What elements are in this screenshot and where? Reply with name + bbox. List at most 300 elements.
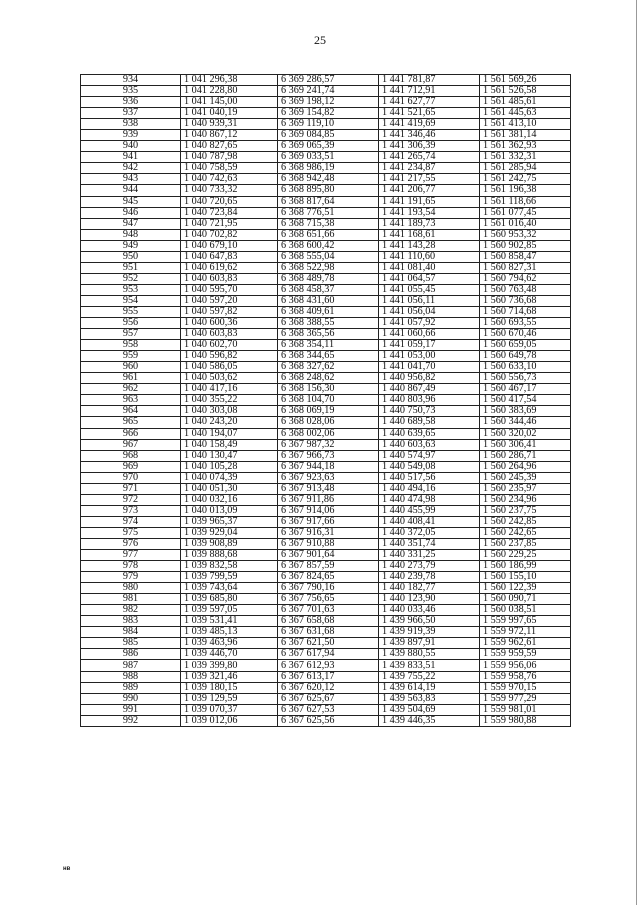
coord-x2-cell: 1 440 549,08: [379, 461, 480, 472]
coord-y2-cell: 1 560 633,10: [480, 362, 571, 373]
coord-x2-cell: 1 440 689,58: [379, 417, 480, 428]
coord-y2-cell: 1 560 693,55: [480, 318, 571, 329]
coord-y2-cell: 1 560 245,39: [480, 472, 571, 483]
coord-y2-cell: 1 561 118,66: [480, 196, 571, 207]
point-number-cell: 942: [81, 163, 181, 174]
coord-x1-cell: 1 039 446,70: [181, 649, 278, 660]
coord-y2-cell: 1 561 242,75: [480, 174, 571, 185]
coord-y2-cell: 1 560 670,46: [480, 329, 571, 340]
coord-y2-cell: 1 560 306,41: [480, 439, 571, 450]
coord-x1-cell: 1 039 832,58: [181, 561, 278, 572]
point-number-cell: 962: [81, 384, 181, 395]
table-row: [81, 605, 571, 616]
coord-y1-cell: 6 368 327,62: [278, 362, 379, 373]
coord-x1-cell: 1 039 129,59: [181, 693, 278, 704]
coord-x1-cell: 1 041 040,19: [181, 108, 278, 119]
table-row: [81, 185, 571, 196]
table-row: [81, 638, 571, 649]
coord-y2-cell: 1 561 381,14: [480, 130, 571, 141]
coord-y2-cell: 1 561 016,40: [480, 218, 571, 229]
table-row: [81, 439, 571, 450]
coord-x1-cell: 1 039 908,89: [181, 538, 278, 549]
point-number-cell: 976: [81, 538, 181, 549]
coord-x2-cell: 1 439 880,55: [379, 649, 480, 660]
table-row: [81, 329, 571, 340]
table-row: [81, 428, 571, 439]
coord-y2-cell: 1 560 714,68: [480, 306, 571, 317]
coord-x2-cell: 1 441 234,87: [379, 163, 480, 174]
coord-x1-cell: 1 040 158,49: [181, 439, 278, 450]
coord-y1-cell: 6 367 658,68: [278, 616, 379, 627]
coord-x2-cell: 1 441 060,66: [379, 329, 480, 340]
point-number-cell: 944: [81, 185, 181, 196]
point-number-cell: 950: [81, 251, 181, 262]
coord-y1-cell: 6 368 986,19: [278, 163, 379, 174]
point-number-cell: 957: [81, 329, 181, 340]
coord-y2-cell: 1 561 332,31: [480, 152, 571, 163]
coord-y1-cell: 6 367 631,68: [278, 627, 379, 638]
point-number-cell: 935: [81, 86, 181, 97]
point-number-cell: 960: [81, 362, 181, 373]
table-row: [81, 273, 571, 284]
page-edge-line: [636, 0, 637, 905]
table-row: [81, 450, 571, 461]
table-row: [81, 373, 571, 384]
point-number-cell: 967: [81, 439, 181, 450]
table-row: [81, 483, 571, 494]
coord-x1-cell: 1 040 619,62: [181, 262, 278, 273]
table-row: [81, 152, 571, 163]
coord-x2-cell: 1 441 265,74: [379, 152, 480, 163]
coord-x2-cell: 1 439 833,51: [379, 660, 480, 671]
coord-y1-cell: 6 368 069,19: [278, 406, 379, 417]
coordinates-table: [80, 74, 571, 727]
coord-x2-cell: 1 440 372,05: [379, 527, 480, 538]
coord-x2-cell: 1 441 206,77: [379, 185, 480, 196]
point-number-cell: 965: [81, 417, 181, 428]
table-row: [81, 494, 571, 505]
coord-x1-cell: 1 039 180,15: [181, 682, 278, 693]
coord-y1-cell: 6 367 701,63: [278, 605, 379, 616]
coord-x1-cell: 1 040 603,83: [181, 329, 278, 340]
point-number-cell: 982: [81, 605, 181, 616]
coord-x1-cell: 1 040 243,20: [181, 417, 278, 428]
coord-x1-cell: 1 040 355,22: [181, 395, 278, 406]
point-number-cell: 973: [81, 505, 181, 516]
coord-y1-cell: 6 368 817,64: [278, 196, 379, 207]
coord-x2-cell: 1 441 056,04: [379, 306, 480, 317]
coord-x1-cell: 1 040 130,47: [181, 450, 278, 461]
coord-x2-cell: 1 441 081,40: [379, 262, 480, 273]
point-number-cell: 946: [81, 207, 181, 218]
coord-y1-cell: 6 369 241,74: [278, 86, 379, 97]
table-row: [81, 693, 571, 704]
point-number-cell: 937: [81, 108, 181, 119]
coord-y2-cell: 1 560 264,96: [480, 461, 571, 472]
coord-y1-cell: 6 369 033,51: [278, 152, 379, 163]
coord-x1-cell: 1 040 867,12: [181, 130, 278, 141]
point-number-cell: 983: [81, 616, 181, 627]
table-row: [81, 649, 571, 660]
coord-y1-cell: 6 368 942,48: [278, 174, 379, 185]
coord-y2-cell: 1 560 237,85: [480, 538, 571, 549]
point-number-cell: 940: [81, 141, 181, 152]
coord-x2-cell: 1 441 627,77: [379, 97, 480, 108]
coord-y1-cell: 6 369 084,85: [278, 130, 379, 141]
coord-x1-cell: 1 040 595,70: [181, 284, 278, 295]
point-number-cell: 991: [81, 704, 181, 715]
point-number-cell: 970: [81, 472, 181, 483]
table-row: [81, 119, 571, 130]
table-row: [81, 516, 571, 527]
coord-x2-cell: 1 441 521,65: [379, 108, 480, 119]
point-number-cell: 947: [81, 218, 181, 229]
coord-y1-cell: 6 368 458,37: [278, 284, 379, 295]
point-number-cell: 986: [81, 649, 181, 660]
table-row: [81, 351, 571, 362]
table-row: [81, 527, 571, 538]
coord-x1-cell: 1 040 787,98: [181, 152, 278, 163]
point-number-cell: 956: [81, 318, 181, 329]
coord-y1-cell: 6 367 923,63: [278, 472, 379, 483]
coord-y2-cell: 1 560 763,48: [480, 284, 571, 295]
point-number-cell: 977: [81, 550, 181, 561]
coord-y1-cell: 6 367 944,18: [278, 461, 379, 472]
point-number-cell: 952: [81, 273, 181, 284]
table-row: [81, 660, 571, 671]
table-row: [81, 704, 571, 715]
point-number-cell: 958: [81, 340, 181, 351]
table-row: [81, 561, 571, 572]
coord-y2-cell: 1 559 997,65: [480, 616, 571, 627]
coord-x1-cell: 1 040 647,83: [181, 251, 278, 262]
coord-x1-cell: 1 040 600,36: [181, 318, 278, 329]
coord-y1-cell: 6 368 248,62: [278, 373, 379, 384]
table-row: [81, 682, 571, 693]
coord-y2-cell: 1 560 953,32: [480, 229, 571, 240]
coord-y2-cell: 1 560 090,71: [480, 594, 571, 605]
coord-y2-cell: 1 560 229,25: [480, 550, 571, 561]
coord-y1-cell: 6 367 913,48: [278, 483, 379, 494]
coord-x2-cell: 1 441 306,39: [379, 141, 480, 152]
point-number-cell: 981: [81, 594, 181, 605]
coord-x2-cell: 1 440 123,90: [379, 594, 480, 605]
table-row: [81, 262, 571, 273]
coord-y1-cell: 6 368 365,56: [278, 329, 379, 340]
coord-x2-cell: 1 439 563,83: [379, 693, 480, 704]
coord-x1-cell: 1 039 531,41: [181, 616, 278, 627]
coord-x1-cell: 1 040 105,28: [181, 461, 278, 472]
table-row: [81, 306, 571, 317]
coord-y1-cell: 6 369 154,82: [278, 108, 379, 119]
coord-x2-cell: 1 441 193,54: [379, 207, 480, 218]
coord-x2-cell: 1 439 897,91: [379, 638, 480, 649]
point-number-cell: 990: [81, 693, 181, 704]
coord-x2-cell: 1 440 494,16: [379, 483, 480, 494]
coord-x2-cell: 1 440 273,79: [379, 561, 480, 572]
coord-x1-cell: 1 041 228,80: [181, 86, 278, 97]
point-number-cell: 980: [81, 583, 181, 594]
table-row: [81, 163, 571, 174]
coord-x2-cell: 1 439 919,39: [379, 627, 480, 638]
coord-y1-cell: 6 367 627,53: [278, 704, 379, 715]
point-number-cell: 969: [81, 461, 181, 472]
coord-x1-cell: 1 040 013,09: [181, 505, 278, 516]
coord-x1-cell: 1 040 586,05: [181, 362, 278, 373]
coord-y1-cell: 6 368 002,06: [278, 428, 379, 439]
coord-x1-cell: 1 039 485,13: [181, 627, 278, 638]
coord-y2-cell: 1 559 980,88: [480, 715, 571, 726]
coord-x2-cell: 1 441 059,17: [379, 340, 480, 351]
coord-x2-cell: 1 440 639,65: [379, 428, 480, 439]
coord-x1-cell: 1 040 723,84: [181, 207, 278, 218]
coord-x2-cell: 1 441 189,73: [379, 218, 480, 229]
coord-y2-cell: 1 560 038,51: [480, 605, 571, 616]
point-number-cell: 955: [81, 306, 181, 317]
coord-y2-cell: 1 560 242,65: [480, 527, 571, 538]
coord-x1-cell: 1 041 145,00: [181, 97, 278, 108]
coord-x1-cell: 1 040 720,65: [181, 196, 278, 207]
coord-y1-cell: 6 368 555,04: [278, 251, 379, 262]
coord-y1-cell: 6 368 104,70: [278, 395, 379, 406]
coord-y1-cell: 6 368 354,11: [278, 340, 379, 351]
coord-x1-cell: 1 040 721,95: [181, 218, 278, 229]
table-row: [81, 240, 571, 251]
table-row: [81, 671, 571, 682]
table-row: [81, 384, 571, 395]
coord-x1-cell: 1 039 799,59: [181, 572, 278, 583]
coordinates-table-body: [81, 75, 571, 727]
coord-x2-cell: 1 441 346,46: [379, 130, 480, 141]
coord-y1-cell: 6 367 756,65: [278, 594, 379, 605]
table-row: [81, 461, 571, 472]
point-number-cell: 961: [81, 373, 181, 384]
coord-y1-cell: 6 367 617,94: [278, 649, 379, 660]
coord-x1-cell: 1 040 032,16: [181, 494, 278, 505]
coord-x2-cell: 1 441 055,45: [379, 284, 480, 295]
coord-x2-cell: 1 439 966,50: [379, 616, 480, 627]
point-number-cell: 975: [81, 527, 181, 538]
point-number-cell: 992: [81, 715, 181, 726]
coord-y2-cell: 1 559 959,59: [480, 649, 571, 660]
point-number-cell: 954: [81, 295, 181, 306]
coord-y2-cell: 1 560 467,17: [480, 384, 571, 395]
coord-y2-cell: 1 561 285,94: [480, 163, 571, 174]
table-row: [81, 130, 571, 141]
coord-y1-cell: 6 369 198,12: [278, 97, 379, 108]
coord-y1-cell: 6 369 065,39: [278, 141, 379, 152]
table-row: [81, 174, 571, 185]
coord-x2-cell: 1 441 064,57: [379, 273, 480, 284]
coord-x1-cell: 1 039 685,80: [181, 594, 278, 605]
point-number-cell: 959: [81, 351, 181, 362]
point-number-cell: 978: [81, 561, 181, 572]
point-number-cell: 988: [81, 671, 181, 682]
coord-y2-cell: 1 560 155,10: [480, 572, 571, 583]
coord-y1-cell: 6 368 489,78: [278, 273, 379, 284]
coord-x1-cell: 1 039 888,68: [181, 550, 278, 561]
coord-y2-cell: 1 560 242,85: [480, 516, 571, 527]
coord-y1-cell: 6 367 901,64: [278, 550, 379, 561]
coord-y1-cell: 6 368 409,61: [278, 306, 379, 317]
coord-x1-cell: 1 040 597,82: [181, 306, 278, 317]
coord-x1-cell: 1 040 074,39: [181, 472, 278, 483]
coord-y1-cell: 6 368 522,98: [278, 262, 379, 273]
coord-x1-cell: 1 040 758,59: [181, 163, 278, 174]
coord-y1-cell: 6 367 612,93: [278, 660, 379, 671]
coord-x1-cell: 1 040 303,08: [181, 406, 278, 417]
coord-y1-cell: 6 367 625,56: [278, 715, 379, 726]
coord-y1-cell: 6 368 344,65: [278, 351, 379, 362]
table-row: [81, 594, 571, 605]
coord-y2-cell: 1 560 286,71: [480, 450, 571, 461]
coord-y1-cell: 6 367 914,06: [278, 505, 379, 516]
coord-x2-cell: 1 440 750,73: [379, 406, 480, 417]
point-number-cell: 987: [81, 660, 181, 671]
coord-y2-cell: 1 561 526,58: [480, 86, 571, 97]
coord-x1-cell: 1 040 742,63: [181, 174, 278, 185]
point-number-cell: 984: [81, 627, 181, 638]
coord-y2-cell: 1 561 196,38: [480, 185, 571, 196]
coord-x2-cell: 1 441 781,87: [379, 75, 480, 86]
coord-x1-cell: 1 040 596,82: [181, 351, 278, 362]
table-row: [81, 251, 571, 262]
coord-y1-cell: 6 368 776,51: [278, 207, 379, 218]
coord-x2-cell: 1 441 056,11: [379, 295, 480, 306]
coord-x1-cell: 1 039 070,37: [181, 704, 278, 715]
table-row: [81, 284, 571, 295]
point-number-cell: 943: [81, 174, 181, 185]
coord-x2-cell: 1 441 419,69: [379, 119, 480, 130]
table-row: [81, 141, 571, 152]
table-row: [81, 196, 571, 207]
coord-x1-cell: 1 039 463,96: [181, 638, 278, 649]
point-number-cell: 971: [81, 483, 181, 494]
coord-y1-cell: 6 368 895,80: [278, 185, 379, 196]
coord-y2-cell: 1 560 794,62: [480, 273, 571, 284]
coord-x1-cell: 1 040 733,32: [181, 185, 278, 196]
point-number-cell: 949: [81, 240, 181, 251]
table-row: [81, 108, 571, 119]
table-row: [81, 627, 571, 638]
coord-x2-cell: 1 440 351,74: [379, 538, 480, 549]
coord-y2-cell: 1 559 977,29: [480, 693, 571, 704]
point-number-cell: 938: [81, 119, 181, 130]
table-row: [81, 318, 571, 329]
coord-y1-cell: 6 367 621,50: [278, 638, 379, 649]
coord-x2-cell: 1 440 331,25: [379, 550, 480, 561]
coord-y2-cell: 1 560 235,97: [480, 483, 571, 494]
coord-x1-cell: 1 040 602,70: [181, 340, 278, 351]
table-row: [81, 406, 571, 417]
coord-x2-cell: 1 441 191,65: [379, 196, 480, 207]
coord-y1-cell: 6 367 917,66: [278, 516, 379, 527]
point-number-cell: 989: [81, 682, 181, 693]
coord-x1-cell: 1 039 743,64: [181, 583, 278, 594]
coord-y1-cell: 6 368 651,66: [278, 229, 379, 240]
coord-y2-cell: 1 561 413,10: [480, 119, 571, 130]
coord-x2-cell: 1 441 053,00: [379, 351, 480, 362]
coord-x1-cell: 1 040 417,16: [181, 384, 278, 395]
coord-y2-cell: 1 560 649,78: [480, 351, 571, 362]
page-number: 25: [314, 33, 326, 47]
coord-x2-cell: 1 441 168,61: [379, 229, 480, 240]
coord-x2-cell: 1 441 041,70: [379, 362, 480, 373]
coord-y1-cell: 6 367 910,88: [278, 538, 379, 549]
footer-mark: нв: [63, 866, 71, 872]
coord-y1-cell: 6 367 916,31: [278, 527, 379, 538]
point-number-cell: 939: [81, 130, 181, 141]
table-row: [81, 616, 571, 627]
coord-x2-cell: 1 439 755,22: [379, 671, 480, 682]
point-number-cell: 964: [81, 406, 181, 417]
coord-y2-cell: 1 560 902,85: [480, 240, 571, 251]
point-number-cell: 953: [81, 284, 181, 295]
table-row: [81, 75, 571, 86]
coord-x2-cell: 1 441 057,92: [379, 318, 480, 329]
coord-y1-cell: 6 368 715,38: [278, 218, 379, 229]
coord-x1-cell: 1 039 597,05: [181, 605, 278, 616]
coord-y2-cell: 1 560 827,31: [480, 262, 571, 273]
coord-y2-cell: 1 560 237,75: [480, 505, 571, 516]
coord-y2-cell: 1 559 958,76: [480, 671, 571, 682]
coord-x2-cell: 1 439 614,19: [379, 682, 480, 693]
coord-y2-cell: 1 560 556,73: [480, 373, 571, 384]
coord-x2-cell: 1 440 867,49: [379, 384, 480, 395]
table-row: [81, 295, 571, 306]
coord-y1-cell: 6 367 620,12: [278, 682, 379, 693]
coord-x1-cell: 1 040 194,07: [181, 428, 278, 439]
coord-x2-cell: 1 441 143,28: [379, 240, 480, 251]
coord-x2-cell: 1 440 182,77: [379, 583, 480, 594]
table-row: [81, 229, 571, 240]
coord-y2-cell: 1 560 186,99: [480, 561, 571, 572]
table-row: [81, 395, 571, 406]
point-number-cell: 972: [81, 494, 181, 505]
point-number-cell: 974: [81, 516, 181, 527]
coord-y2-cell: 1 559 972,11: [480, 627, 571, 638]
coord-x1-cell: 1 040 702,82: [181, 229, 278, 240]
coord-x2-cell: 1 440 239,78: [379, 572, 480, 583]
table-row: [81, 340, 571, 351]
table-row: [81, 207, 571, 218]
coord-x2-cell: 1 439 504,69: [379, 704, 480, 715]
table-row: [81, 505, 571, 516]
coord-y1-cell: 6 368 431,60: [278, 295, 379, 306]
coord-x1-cell: 1 039 399,80: [181, 660, 278, 671]
coord-y1-cell: 6 367 790,16: [278, 583, 379, 594]
coord-x1-cell: 1 040 603,83: [181, 273, 278, 284]
coord-x2-cell: 1 441 712,91: [379, 86, 480, 97]
coord-x2-cell: 1 441 110,60: [379, 251, 480, 262]
coord-x2-cell: 1 440 455,99: [379, 505, 480, 516]
point-number-cell: 968: [81, 450, 181, 461]
coord-x2-cell: 1 440 956,82: [379, 373, 480, 384]
coord-y2-cell: 1 560 659,05: [480, 340, 571, 351]
point-number-cell: 979: [81, 572, 181, 583]
table-row: [81, 572, 571, 583]
coord-x2-cell: 1 440 574,97: [379, 450, 480, 461]
coord-y2-cell: 1 561 569,26: [480, 75, 571, 86]
coord-y2-cell: 1 560 858,47: [480, 251, 571, 262]
table-row: [81, 362, 571, 373]
coord-y2-cell: 1 560 234,96: [480, 494, 571, 505]
coord-x1-cell: 1 040 597,20: [181, 295, 278, 306]
point-number-cell: 948: [81, 229, 181, 240]
coord-y1-cell: 6 368 156,30: [278, 384, 379, 395]
coord-y2-cell: 1 560 122,39: [480, 583, 571, 594]
coord-y1-cell: 6 369 286,57: [278, 75, 379, 86]
